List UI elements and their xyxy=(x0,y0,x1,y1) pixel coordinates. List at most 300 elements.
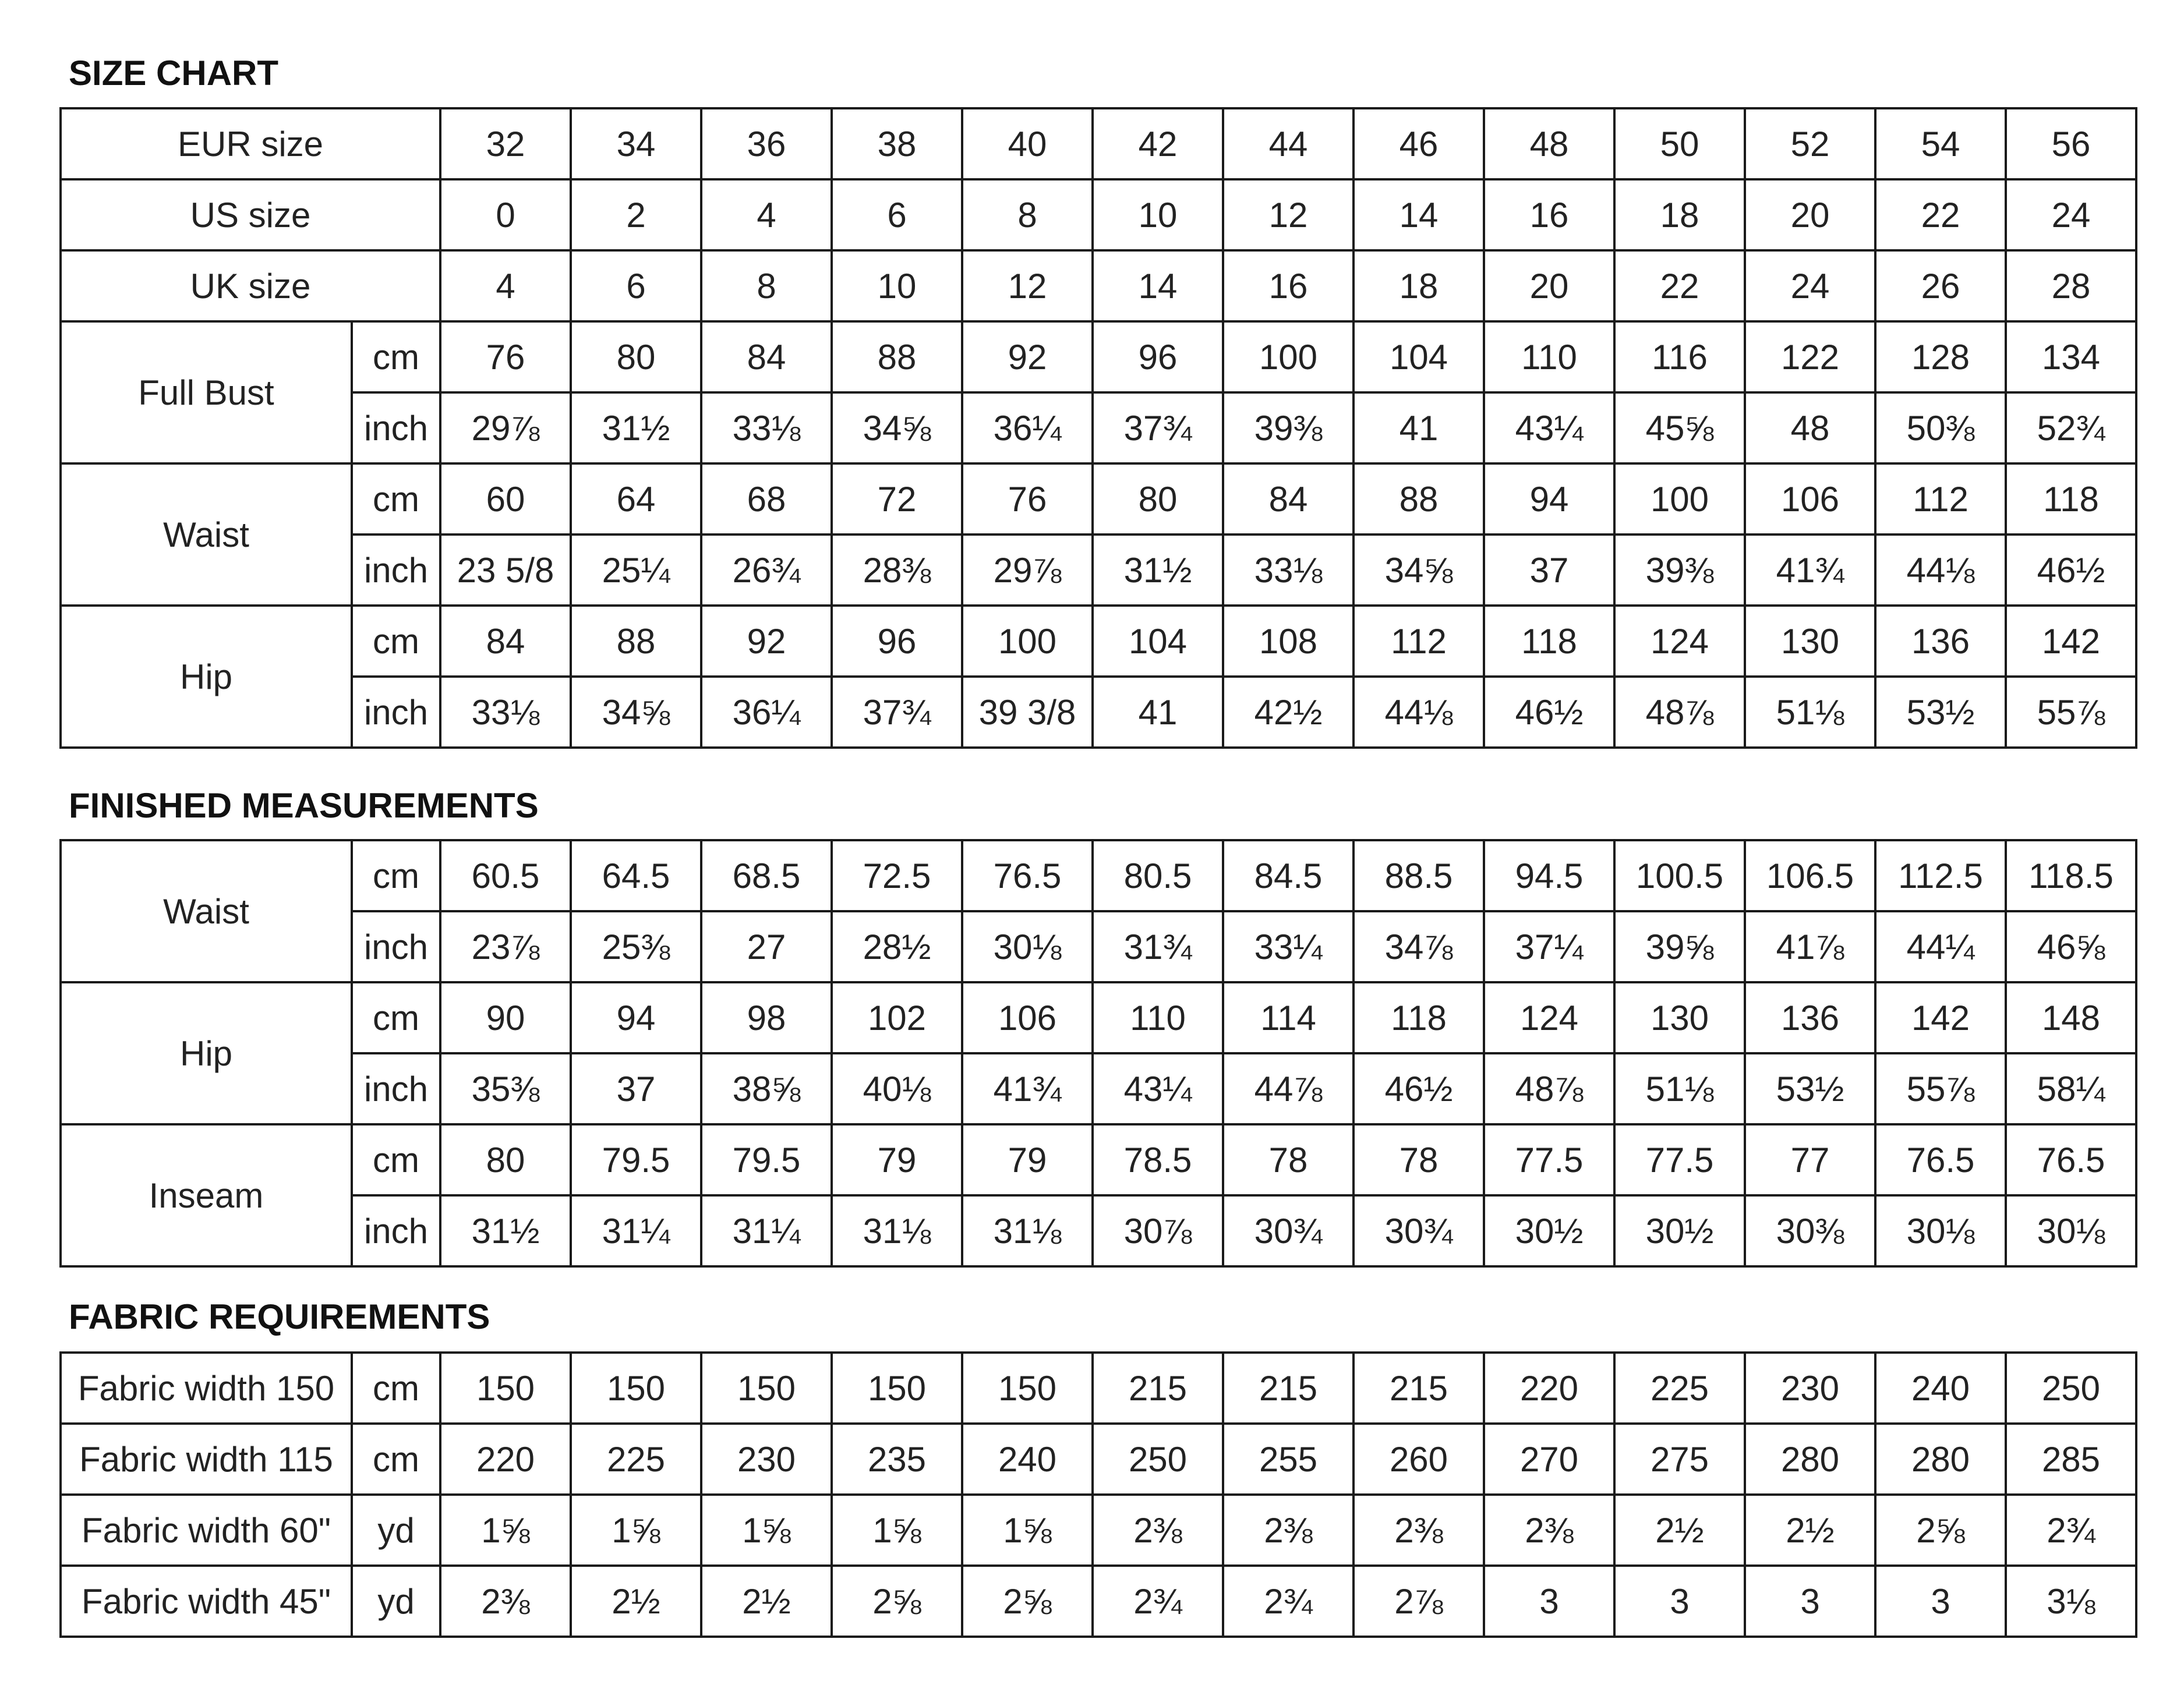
table-cell: 1⅝ xyxy=(962,1495,1093,1566)
table-cell: 2¾ xyxy=(2006,1495,2136,1566)
group-label: Hip xyxy=(61,606,352,748)
table-cell: 142 xyxy=(1875,982,2006,1053)
table-cell: 215 xyxy=(1093,1353,1223,1424)
table-cell: 84 xyxy=(701,321,832,392)
table-cell: 30⅛ xyxy=(2006,1195,2136,1266)
table-cell: 225 xyxy=(1614,1353,1745,1424)
table-cell: 54 xyxy=(1875,108,2006,179)
table-cell: 20 xyxy=(1745,179,1875,250)
table-cell: 2⅜ xyxy=(1223,1495,1353,1566)
table-cell: 41⅞ xyxy=(1745,911,1875,982)
table-cell: 48 xyxy=(1484,108,1614,179)
table-cell: 68.5 xyxy=(701,840,832,911)
table-cell: 80.5 xyxy=(1093,840,1223,911)
table-cell: 31½ xyxy=(440,1195,571,1266)
table-cell: 29⅞ xyxy=(962,534,1093,606)
table-cell: 2½ xyxy=(1614,1495,1745,1566)
unit-cell: inch xyxy=(352,392,440,463)
table-cell: 77 xyxy=(1745,1124,1875,1195)
table-cell: 2¾ xyxy=(1093,1566,1223,1637)
table-cell: 106 xyxy=(1745,463,1875,534)
table-cell: 90 xyxy=(440,982,571,1053)
table-cell: 94 xyxy=(571,982,701,1053)
table-cell: 1⅝ xyxy=(701,1495,832,1566)
table-cell: 106.5 xyxy=(1745,840,1875,911)
table-cell: 220 xyxy=(1484,1353,1614,1424)
unit-cell: yd xyxy=(352,1495,440,1566)
table-cell: 38 xyxy=(832,108,962,179)
table-cell: 52¾ xyxy=(2006,392,2136,463)
table-cell: 2⅜ xyxy=(440,1566,571,1637)
table-cell: 106 xyxy=(962,982,1093,1053)
table-cell: 2¾ xyxy=(1223,1566,1353,1637)
table-cell: 118 xyxy=(1353,982,1484,1053)
table-row xyxy=(61,1124,2136,1195)
table-cell: 26 xyxy=(1875,250,2006,321)
table-cell: 112 xyxy=(1353,606,1484,677)
table-cell: 94 xyxy=(1484,463,1614,534)
table-cell: 150 xyxy=(832,1353,962,1424)
table-cell: 88 xyxy=(1353,463,1484,534)
table-cell: 130 xyxy=(1614,982,1745,1053)
table-cell: 2⅝ xyxy=(962,1566,1093,1637)
table-cell: 23 5/8 xyxy=(440,534,571,606)
unit-cell: cm xyxy=(352,982,440,1053)
table-cell: 25¼ xyxy=(571,534,701,606)
table-cell: 41 xyxy=(1093,677,1223,748)
table-cell: 33¼ xyxy=(1223,911,1353,982)
table-cell: 77.5 xyxy=(1484,1124,1614,1195)
table-cell: 118 xyxy=(2006,463,2136,534)
table-cell: 46⅝ xyxy=(2006,911,2136,982)
table-cell: 39⅝ xyxy=(1614,911,1745,982)
table-cell: 44⅛ xyxy=(1353,677,1484,748)
table-cell: 23⅞ xyxy=(440,911,571,982)
unit-cell: cm xyxy=(352,463,440,534)
table-cell: 100 xyxy=(1223,321,1353,392)
table-cell: 8 xyxy=(701,250,832,321)
table-cell: 28 xyxy=(2006,250,2136,321)
table-cell: 148 xyxy=(2006,982,2136,1053)
table-row xyxy=(61,392,2136,463)
table-cell: 26¾ xyxy=(701,534,832,606)
table-cell: 58¼ xyxy=(2006,1053,2136,1124)
table-cell: 31¼ xyxy=(701,1195,832,1266)
table-cell: 78 xyxy=(1353,1124,1484,1195)
table-cell: 30¾ xyxy=(1223,1195,1353,1266)
row-label: Fabric width 60" xyxy=(61,1495,352,1566)
table-cell: 18 xyxy=(1353,250,1484,321)
table-cell: 34⅝ xyxy=(571,677,701,748)
table-cell: 46 xyxy=(1353,108,1484,179)
table-cell: 2⅜ xyxy=(1353,1495,1484,1566)
table-cell: 1⅝ xyxy=(440,1495,571,1566)
table-cell: 108 xyxy=(1223,606,1353,677)
table-cell: 124 xyxy=(1484,982,1614,1053)
table-cell: 16 xyxy=(1484,179,1614,250)
unit-cell: inch xyxy=(352,677,440,748)
table-cell: 46½ xyxy=(1484,677,1614,748)
table-cell: 142 xyxy=(2006,606,2136,677)
table-cell: 270 xyxy=(1484,1424,1614,1495)
table-cell: 18 xyxy=(1614,179,1745,250)
row-label: Fabric width 150 xyxy=(61,1353,352,1424)
table-cell: 33⅛ xyxy=(701,392,832,463)
table-cell: 6 xyxy=(832,179,962,250)
table-cell: 64.5 xyxy=(571,840,701,911)
table-cell: 14 xyxy=(1093,250,1223,321)
table-cell: 124 xyxy=(1614,606,1745,677)
table-cell: 60 xyxy=(440,463,571,534)
table-cell: 112.5 xyxy=(1875,840,2006,911)
row-label: UK size xyxy=(61,250,440,321)
table-cell: 150 xyxy=(571,1353,701,1424)
unit-cell: inch xyxy=(352,534,440,606)
table-cell: 35⅜ xyxy=(440,1053,571,1124)
table-cell: 118 xyxy=(1484,606,1614,677)
table-cell: 92 xyxy=(701,606,832,677)
table-cell: 41¾ xyxy=(962,1053,1093,1124)
table-cell: 3 xyxy=(1614,1566,1745,1637)
table-cell: 34⅝ xyxy=(1353,534,1484,606)
table-cell: 280 xyxy=(1745,1424,1875,1495)
table-cell: 39 3/8 xyxy=(962,677,1093,748)
table-cell: 24 xyxy=(1745,250,1875,321)
unit-cell: cm xyxy=(352,1353,440,1424)
table-cell: 2⅝ xyxy=(832,1566,962,1637)
group-label: Waist xyxy=(61,840,352,982)
table-cell: 30¾ xyxy=(1353,1195,1484,1266)
table-cell: 2½ xyxy=(571,1566,701,1637)
size-chart-table xyxy=(59,107,2137,749)
table-cell: 30⅞ xyxy=(1093,1195,1223,1266)
table-cell: 51⅛ xyxy=(1614,1053,1745,1124)
table-cell: 48 xyxy=(1745,392,1875,463)
table-cell: 240 xyxy=(962,1424,1093,1495)
table-cell: 2⅝ xyxy=(1875,1495,2006,1566)
table-cell: 2½ xyxy=(701,1566,832,1637)
table-cell: 34⅞ xyxy=(1353,911,1484,982)
table-cell: 3 xyxy=(1484,1566,1614,1637)
table-cell: 27 xyxy=(701,911,832,982)
table-cell: 56 xyxy=(2006,108,2136,179)
table-cell: 30⅛ xyxy=(962,911,1093,982)
table-cell: 3 xyxy=(1745,1566,1875,1637)
table-cell: 100 xyxy=(1614,463,1745,534)
table-cell: 14 xyxy=(1353,179,1484,250)
table-cell: 31⅛ xyxy=(962,1195,1093,1266)
table-cell: 77.5 xyxy=(1614,1124,1745,1195)
table-cell: 1⅝ xyxy=(571,1495,701,1566)
unit-cell: cm xyxy=(352,1124,440,1195)
table-cell: 3 xyxy=(1875,1566,2006,1637)
table-cell: 43¼ xyxy=(1484,392,1614,463)
table-cell: 44 xyxy=(1223,108,1353,179)
table-cell: 116 xyxy=(1614,321,1745,392)
table-cell: 68 xyxy=(701,463,832,534)
table-cell: 98 xyxy=(701,982,832,1053)
table-cell: 31½ xyxy=(571,392,701,463)
table-cell: 42½ xyxy=(1223,677,1353,748)
table-cell: 84.5 xyxy=(1223,840,1353,911)
unit-cell: cm xyxy=(352,1424,440,1495)
table-cell: 2 xyxy=(571,179,701,250)
fabric-requirements-title: FABRIC REQUIREMENTS xyxy=(69,1297,490,1336)
table-cell: 39⅜ xyxy=(1614,534,1745,606)
table-cell: 48⅞ xyxy=(1484,1053,1614,1124)
table-cell: 64 xyxy=(571,463,701,534)
table-cell: 79 xyxy=(962,1124,1093,1195)
table-cell: 150 xyxy=(962,1353,1093,1424)
table-cell: 79.5 xyxy=(571,1124,701,1195)
table-cell: 275 xyxy=(1614,1424,1745,1495)
row-label: US size xyxy=(61,179,440,250)
table-cell: 280 xyxy=(1875,1424,2006,1495)
table-cell: 28½ xyxy=(832,911,962,982)
table-row xyxy=(61,108,2136,179)
table-cell: 2⅞ xyxy=(1353,1566,1484,1637)
table-row xyxy=(61,1424,2136,1495)
table-row xyxy=(61,534,2136,606)
table-cell: 6 xyxy=(571,250,701,321)
table-cell: 37 xyxy=(571,1053,701,1124)
table-cell: 110 xyxy=(1484,321,1614,392)
table-cell: 92 xyxy=(962,321,1093,392)
group-label: Full Bust xyxy=(61,321,352,463)
table-row xyxy=(61,606,2136,677)
table-cell: 78.5 xyxy=(1093,1124,1223,1195)
table-cell: 76.5 xyxy=(2006,1124,2136,1195)
table-cell: 96 xyxy=(832,606,962,677)
table-row xyxy=(61,1566,2136,1637)
table-row xyxy=(61,179,2136,250)
table-cell: 80 xyxy=(1093,463,1223,534)
table-cell: 1⅝ xyxy=(832,1495,962,1566)
unit-cell: cm xyxy=(352,840,440,911)
table-row xyxy=(61,1495,2136,1566)
table-cell: 55⅞ xyxy=(2006,677,2136,748)
table-cell: 53½ xyxy=(1875,677,2006,748)
unit-cell: inch xyxy=(352,1053,440,1124)
table-cell: 285 xyxy=(2006,1424,2136,1495)
table-row xyxy=(61,982,2136,1053)
table-cell: 44⅛ xyxy=(1875,534,2006,606)
table-cell: 12 xyxy=(1223,179,1353,250)
table-cell: 25⅜ xyxy=(571,911,701,982)
table-cell: 45⅝ xyxy=(1614,392,1745,463)
table-cell: 100.5 xyxy=(1614,840,1745,911)
table-cell: 230 xyxy=(701,1424,832,1495)
table-cell: 225 xyxy=(571,1424,701,1495)
table-row xyxy=(61,1195,2136,1266)
finished-measurements-table xyxy=(59,839,2137,1268)
table-cell: 30⅛ xyxy=(1875,1195,2006,1266)
table-cell: 41 xyxy=(1353,392,1484,463)
fabric-requirements-table xyxy=(59,1351,2137,1638)
group-label: Hip xyxy=(61,982,352,1124)
table-cell: 2⅜ xyxy=(1093,1495,1223,1566)
table-cell: 34⅝ xyxy=(832,392,962,463)
table-cell: 84 xyxy=(440,606,571,677)
table-row xyxy=(61,840,2136,911)
unit-cell: cm xyxy=(352,321,440,392)
table-cell: 220 xyxy=(440,1424,571,1495)
table-cell: 136 xyxy=(1875,606,2006,677)
table-cell: 37¼ xyxy=(1484,911,1614,982)
unit-cell: cm xyxy=(352,606,440,677)
table-cell: 230 xyxy=(1745,1353,1875,1424)
table-cell: 104 xyxy=(1353,321,1484,392)
table-row xyxy=(61,677,2136,748)
table-cell: 31¼ xyxy=(571,1195,701,1266)
table-cell: 250 xyxy=(1093,1424,1223,1495)
table-cell: 30½ xyxy=(1484,1195,1614,1266)
table-cell: 79.5 xyxy=(701,1124,832,1195)
table-cell: 43¼ xyxy=(1093,1053,1223,1124)
table-cell: 34 xyxy=(571,108,701,179)
table-cell: 31¾ xyxy=(1093,911,1223,982)
size-chart-title: SIZE CHART xyxy=(69,54,278,93)
table-cell: 55⅞ xyxy=(1875,1053,2006,1124)
table-row xyxy=(61,911,2136,982)
table-cell: 36¼ xyxy=(701,677,832,748)
table-cell: 4 xyxy=(701,179,832,250)
table-cell: 42 xyxy=(1093,108,1223,179)
table-cell: 112 xyxy=(1875,463,2006,534)
table-cell: 255 xyxy=(1223,1424,1353,1495)
table-cell: 128 xyxy=(1875,321,2006,392)
table-row xyxy=(61,250,2136,321)
table-cell: 215 xyxy=(1353,1353,1484,1424)
table-cell: 20 xyxy=(1484,250,1614,321)
table-cell: 46½ xyxy=(2006,534,2136,606)
table-cell: 84 xyxy=(1223,463,1353,534)
table-cell: 2½ xyxy=(1745,1495,1875,1566)
table-cell: 44¼ xyxy=(1875,911,2006,982)
table-cell: 50⅜ xyxy=(1875,392,2006,463)
row-label: Fabric width 115 xyxy=(61,1424,352,1495)
table-row xyxy=(61,321,2136,392)
table-cell: 37¾ xyxy=(832,677,962,748)
table-cell: 39⅜ xyxy=(1223,392,1353,463)
table-cell: 33⅛ xyxy=(440,677,571,748)
table-cell: 37 xyxy=(1484,534,1614,606)
table-cell: 10 xyxy=(832,250,962,321)
table-cell: 104 xyxy=(1093,606,1223,677)
table-cell: 60.5 xyxy=(440,840,571,911)
table-cell: 80 xyxy=(440,1124,571,1195)
table-cell: 110 xyxy=(1093,982,1223,1053)
table-cell: 50 xyxy=(1614,108,1745,179)
table-row xyxy=(61,463,2136,534)
table-cell: 40⅛ xyxy=(832,1053,962,1124)
table-cell: 48⅞ xyxy=(1614,677,1745,748)
table-cell: 94.5 xyxy=(1484,840,1614,911)
table-cell: 80 xyxy=(571,321,701,392)
table-cell: 260 xyxy=(1353,1424,1484,1495)
table-cell: 235 xyxy=(832,1424,962,1495)
table-cell: 31⅛ xyxy=(832,1195,962,1266)
table-cell: 150 xyxy=(701,1353,832,1424)
table-cell: 78 xyxy=(1223,1124,1353,1195)
table-row xyxy=(61,1353,2136,1424)
table-cell: 38⅝ xyxy=(701,1053,832,1124)
table-cell: 100 xyxy=(962,606,1093,677)
unit-cell: inch xyxy=(352,1195,440,1266)
table-cell: 76.5 xyxy=(1875,1124,2006,1195)
table-cell: 33⅛ xyxy=(1223,534,1353,606)
table-cell: 215 xyxy=(1223,1353,1353,1424)
table-cell: 250 xyxy=(2006,1353,2136,1424)
table-cell: 22 xyxy=(1614,250,1745,321)
table-cell: 79 xyxy=(832,1124,962,1195)
unit-cell: inch xyxy=(352,911,440,982)
table-cell: 8 xyxy=(962,179,1093,250)
table-cell: 16 xyxy=(1223,250,1353,321)
table-cell: 72.5 xyxy=(832,840,962,911)
table-row xyxy=(61,1053,2136,1124)
table-cell: 46½ xyxy=(1353,1053,1484,1124)
table-cell: 28⅜ xyxy=(832,534,962,606)
table-cell: 32 xyxy=(440,108,571,179)
table-cell: 0 xyxy=(440,179,571,250)
table-cell: 102 xyxy=(832,982,962,1053)
table-cell: 2⅜ xyxy=(1484,1495,1614,1566)
table-cell: 24 xyxy=(2006,179,2136,250)
table-cell: 30⅜ xyxy=(1745,1195,1875,1266)
group-label: Inseam xyxy=(61,1124,352,1266)
table-cell: 40 xyxy=(962,108,1093,179)
table-cell: 76 xyxy=(962,463,1093,534)
table-cell: 122 xyxy=(1745,321,1875,392)
table-cell: 136 xyxy=(1745,982,1875,1053)
table-cell: 52 xyxy=(1745,108,1875,179)
table-cell: 130 xyxy=(1745,606,1875,677)
table-cell: 36¼ xyxy=(962,392,1093,463)
table-cell: 4 xyxy=(440,250,571,321)
table-cell: 96 xyxy=(1093,321,1223,392)
unit-cell: yd xyxy=(352,1566,440,1637)
table-cell: 240 xyxy=(1875,1353,2006,1424)
table-cell: 22 xyxy=(1875,179,2006,250)
table-cell: 31½ xyxy=(1093,534,1223,606)
table-cell: 10 xyxy=(1093,179,1223,250)
table-cell: 36 xyxy=(701,108,832,179)
table-cell: 88 xyxy=(832,321,962,392)
table-cell: 3⅛ xyxy=(2006,1566,2136,1637)
table-cell: 76.5 xyxy=(962,840,1093,911)
table-cell: 88 xyxy=(571,606,701,677)
table-cell: 51⅛ xyxy=(1745,677,1875,748)
table-cell: 30½ xyxy=(1614,1195,1745,1266)
table-cell: 118.5 xyxy=(2006,840,2136,911)
table-cell: 88.5 xyxy=(1353,840,1484,911)
finished-measurements-title: FINISHED MEASUREMENTS xyxy=(69,786,539,825)
row-label: EUR size xyxy=(61,108,440,179)
table-cell: 44⅞ xyxy=(1223,1053,1353,1124)
table-cell: 134 xyxy=(2006,321,2136,392)
table-cell: 41¾ xyxy=(1745,534,1875,606)
table-cell: 37¾ xyxy=(1093,392,1223,463)
table-cell: 150 xyxy=(440,1353,571,1424)
table-cell: 12 xyxy=(962,250,1093,321)
table-cell: 53½ xyxy=(1745,1053,1875,1124)
table-cell: 76 xyxy=(440,321,571,392)
row-label: Fabric width 45" xyxy=(61,1566,352,1637)
table-cell: 114 xyxy=(1223,982,1353,1053)
group-label: Waist xyxy=(61,463,352,606)
table-cell: 72 xyxy=(832,463,962,534)
